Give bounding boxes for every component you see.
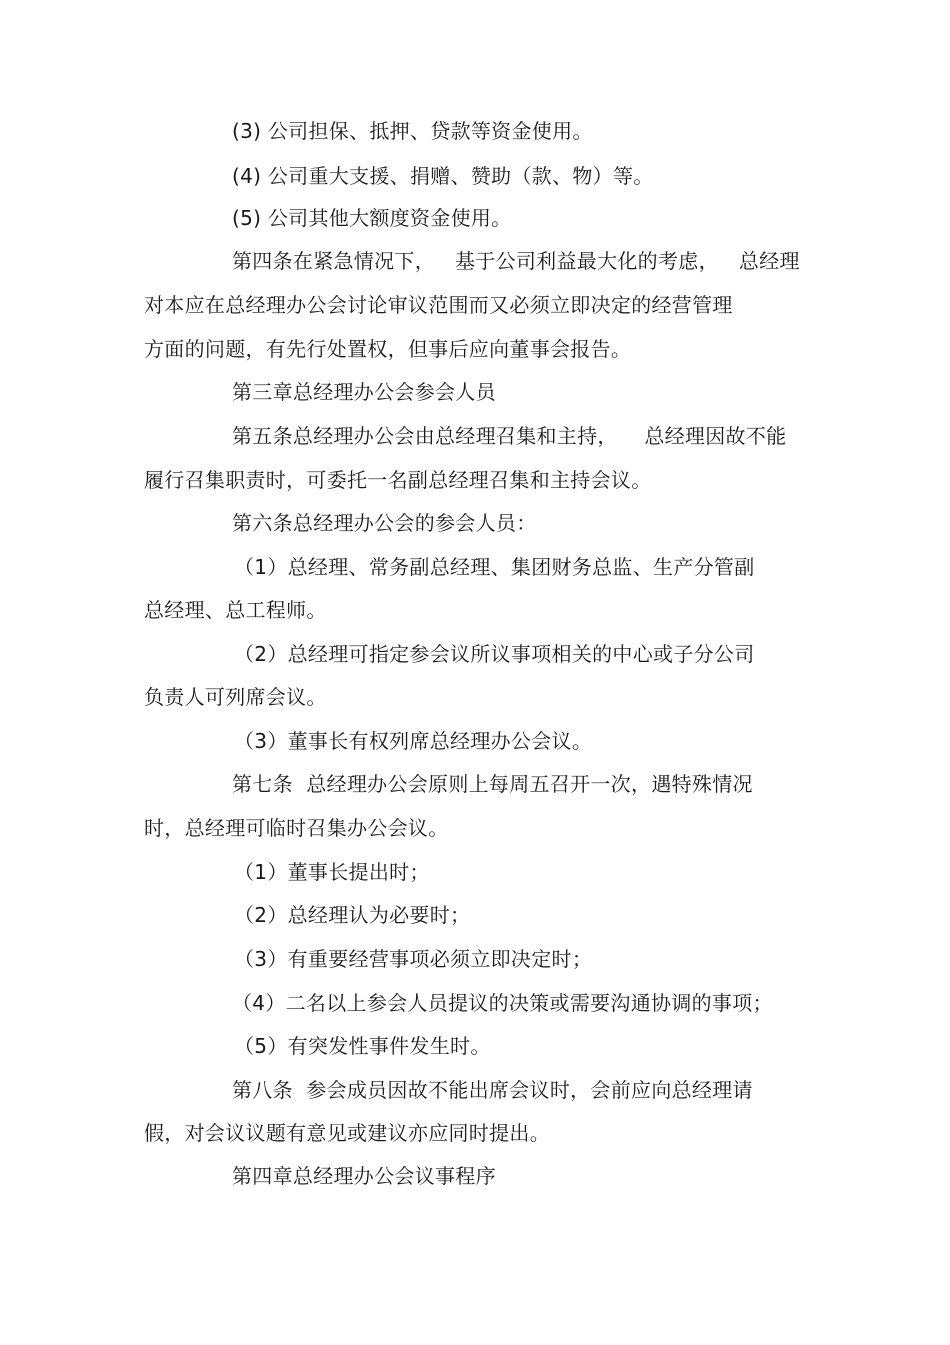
text-line: 第五条总经理办公会由总经理召集和主持， 总经理因故不能 <box>232 424 787 448</box>
text-line: 第八条 参会成员因故不能出席会议时，会前应向总经理请 <box>232 1078 753 1102</box>
text-line: 负责人可列席会议。 <box>144 685 327 709</box>
text-line: 第七条 总经理办公会原则上每周五召开一次，遇特殊情况 <box>232 772 753 796</box>
text-line: (4) 公司重大支援、捐赠、赞助（款、物）等。 <box>232 164 654 188</box>
text-line: (3) 公司担保、抵押、贷款等资金使用。 <box>232 119 593 143</box>
section-heading: 第三章总经理办公会参会人员 <box>232 380 496 404</box>
section-heading: 第四章总经理办公会议事程序 <box>232 1164 496 1188</box>
list-item: （5）有突发性事件发生时。 <box>234 1034 491 1058</box>
text-line: 第六条总经理办公会的参会人员： <box>232 511 537 535</box>
list-item: （2）总经理认为必要时； <box>234 903 471 927</box>
text-line: 第四条在紧急情况下， 基于公司利益最大化的考虑， 总经理 <box>232 249 800 273</box>
list-item: （1）总经理、常务副总经理、集团财务总监、生产分管副 <box>234 555 755 579</box>
text-line: 总经理、总工程师。 <box>144 598 327 622</box>
list-item: （3）有重要经营事项必须立即决定时； <box>234 947 593 971</box>
list-item: （4）二名以上参会人员提议的决策或需要沟通协调的事项； <box>232 991 773 1015</box>
text-line: (5) 公司其他大额度资金使用。 <box>232 206 512 230</box>
text-line: 时，总经理可临时召集办公会议。 <box>144 816 449 840</box>
text-line: 假，对会议议题有意见或建议亦应同时提出。 <box>144 1121 550 1145</box>
list-item: （2）总经理可指定参会议所议事项相关的中心或子分公司 <box>234 642 755 666</box>
list-item: （1）董事长提出时； <box>234 860 430 884</box>
text-line: 履行召集职责时，可委托一名副总经理召集和主持会议。 <box>144 468 652 492</box>
text-line: 对本应在总经理办公会讨论审议范围而又必须立即决定的经营管理 <box>144 293 733 317</box>
text-line: 方面的问题，有先行处置权，但事后应向董事会报告。 <box>144 337 632 361</box>
list-item: （3）董事长有权列席总经理办公会议。 <box>234 729 593 753</box>
